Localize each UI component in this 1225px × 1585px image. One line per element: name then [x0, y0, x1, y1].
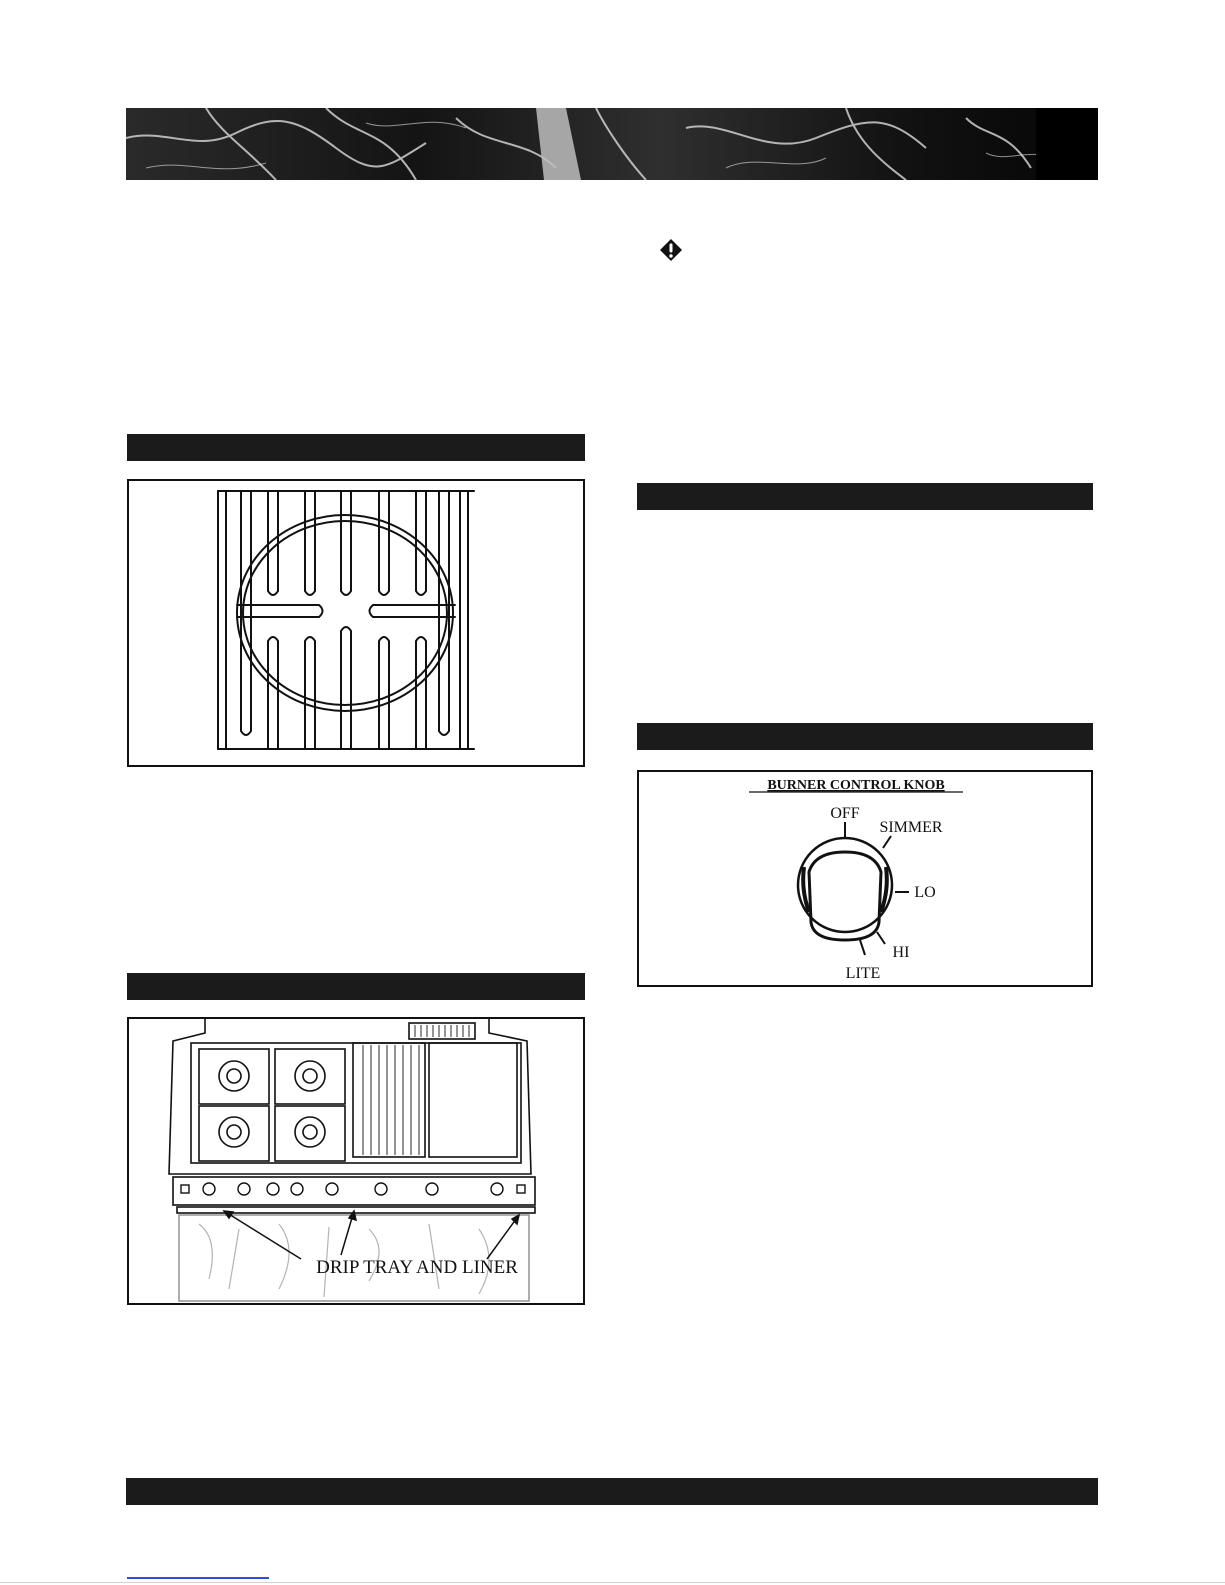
knob-label-off: OFF: [830, 805, 860, 822]
knob-label-simmer: SIMMER: [879, 819, 943, 836]
section-heading-bar-grate: [127, 434, 585, 461]
section-heading-bar-right-1: [637, 483, 1093, 510]
exclamation-diamond-icon: [659, 238, 683, 262]
burner-grate-figure: [127, 479, 585, 767]
page-bottom-rule: [0, 1582, 1225, 1583]
range-drip-tray-figure: [127, 1017, 585, 1305]
knob-figure-title: BURNER CONTROL KNOB: [767, 778, 945, 793]
drip-tray-callout: DRIP TRAY AND LINER: [316, 1257, 518, 1278]
burner-control-knob-figure: [637, 770, 1093, 987]
footer-bar: [126, 1478, 1098, 1505]
knob-label-hi: HI: [892, 944, 910, 961]
link-underline[interactable]: [127, 1577, 269, 1579]
section-heading-bar-knob: [637, 723, 1093, 750]
knob-label-lite: LITE: [845, 965, 881, 982]
marble-header-banner: [126, 108, 1098, 180]
section-heading-bar-drip-tray: [127, 973, 585, 1000]
knob-label-lo: LO: [914, 884, 936, 901]
